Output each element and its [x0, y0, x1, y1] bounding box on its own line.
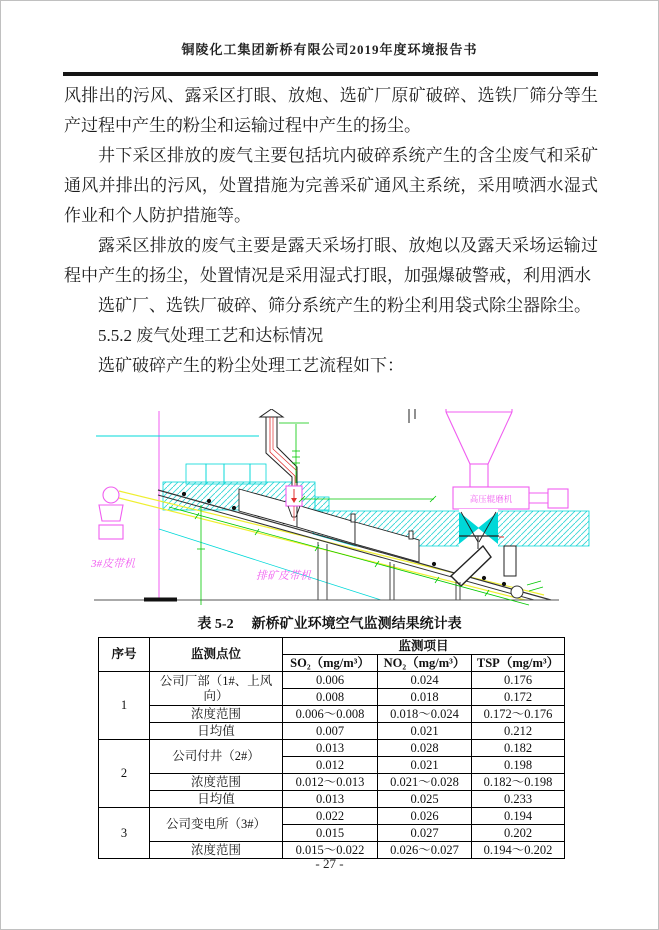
mill-label: 高压辊磨机 — [469, 494, 513, 504]
left-pulley-assembly — [99, 487, 123, 539]
seq-cell: 1 — [99, 672, 150, 740]
value-cell: 0.022 — [283, 808, 378, 825]
value-cell: 0.194～0.202 — [472, 842, 565, 859]
table-title: 新桥矿业环境空气监测结果统计表 — [251, 617, 462, 632]
seq-cell: 2 — [99, 740, 150, 808]
row-label: 浓度范围 — [150, 774, 283, 791]
table-row — [99, 723, 565, 740]
value-cell: 0.198 — [472, 757, 565, 774]
belt3-label: 3#皮带机 — [91, 558, 135, 570]
value-cell: 0.194 — [472, 808, 565, 825]
row-label: 日均值 — [150, 723, 283, 740]
value-cell: 0.182～0.198 — [472, 774, 565, 791]
table-caption — [1, 613, 658, 633]
col-header-tsp: TSP（mg/m³） — [472, 655, 565, 672]
table-number: 表 5-2 — [197, 617, 234, 632]
table-row — [99, 706, 565, 723]
col-header-site: 监测点位 — [150, 638, 283, 672]
row-label: 浓度范围 — [150, 842, 283, 859]
header-rule — [63, 72, 598, 76]
col-header-so2: SO₂（mg/m³） — [283, 655, 378, 672]
value-cell: 0.013 — [283, 740, 378, 757]
value-cell: 0.202 — [472, 825, 565, 842]
discharge-belt-label: 排矿皮带机 — [256, 570, 311, 582]
value-cell: 0.176 — [472, 672, 565, 689]
value-cell: 0.007 — [283, 723, 378, 740]
exhaust-stack — [260, 409, 297, 486]
table-row — [99, 672, 565, 689]
value-cell: 0.018 — [378, 689, 472, 706]
discharge-valve — [459, 509, 504, 549]
site-cell: 公司付井（2#） — [150, 740, 283, 774]
row-label: 日均值 — [150, 791, 283, 808]
col-header-seq: 序号 — [99, 638, 150, 672]
table-row — [99, 791, 565, 808]
monitoring-results-table — [98, 637, 565, 859]
value-cell: 0.025 — [378, 791, 472, 808]
col-header-no2: NO₂（mg/m³） — [378, 655, 472, 672]
value-cell: 0.172～0.176 — [472, 706, 565, 723]
table-row — [99, 808, 565, 825]
page-number: - 27 - — [315, 856, 344, 871]
value-cell: 0.015 — [283, 825, 378, 842]
row-label: 浓度范围 — [150, 706, 283, 723]
value-cell: 0.021 — [378, 723, 472, 740]
value-cell: 0.026～0.027 — [378, 842, 472, 859]
table-header-row — [99, 638, 565, 655]
paragraph: 风排出的污风、露采区打眼、放炮、选矿厂原矿破碎、选铁厂筛分等生产过程中产生的粉尘和运输过程中产生的扬尘。 — [64, 86, 598, 135]
value-cell: 0.182 — [472, 740, 565, 757]
seq-cell: 3 — [99, 808, 150, 859]
section-heading-5-5-2: 5.5.2 废气处理工艺和达标情况 — [98, 326, 324, 345]
table-row — [99, 774, 565, 791]
value-cell: 0.028 — [378, 740, 472, 757]
col-header-project: 监测项目 — [283, 638, 565, 655]
value-cell: 0.018～0.024 — [378, 706, 472, 723]
value-cell: 0.006 — [283, 672, 378, 689]
value-cell: 0.008 — [283, 689, 378, 706]
value-cell: 0.012 — [283, 757, 378, 774]
value-cell: 0.024 — [378, 672, 472, 689]
site-cell: 公司厂部（1#、上风向） — [150, 672, 283, 706]
value-cell: 0.006～0.008 — [283, 706, 378, 723]
paragraph: 选矿破碎产生的粉尘处理工艺流程如下： — [98, 356, 404, 375]
process-flow-diagram — [89, 409, 594, 614]
table-row — [99, 740, 565, 757]
value-cell: 0.021 — [378, 757, 472, 774]
site-cell: 公司变电所（3#） — [150, 808, 283, 842]
value-cell: 0.015～0.022 — [283, 842, 378, 859]
body-text — [64, 81, 598, 381]
value-cell: 0.027 — [378, 825, 472, 842]
value-cell: 0.233 — [472, 791, 565, 808]
value-cell: 0.013 — [283, 791, 378, 808]
paragraph: 选矿厂、选铁厂破碎、筛分系统产生的粉尘利用袋式除尘器除尘。 — [98, 296, 591, 315]
paragraph: 井下采区排放的废气主要包括坑内破碎系统产生的含尘废气和采矿通风并排出的污风，处置措施为完善采矿通风主系统，采用喷洒水湿式作业和个人防护措施等。 — [64, 146, 598, 225]
value-cell: 0.172 — [472, 689, 565, 706]
page-header-title: 铜陵化工集团新桥有限公司2019年度环境报告书 — [181, 42, 478, 57]
value-cell: 0.021～0.028 — [378, 774, 472, 791]
belt-end-pulley — [511, 586, 523, 598]
paragraph: 露采区排放的废气主要是露天采场打眼、放炮以及露天采场运输过程中产生的扬尘，处置情况是采用湿式打眼，加强爆破警戒，利用洒水 — [64, 236, 598, 285]
value-cell: 0.026 — [378, 808, 472, 825]
value-cell: 0.012～0.013 — [283, 774, 378, 791]
value-cell: 0.212 — [472, 723, 565, 740]
